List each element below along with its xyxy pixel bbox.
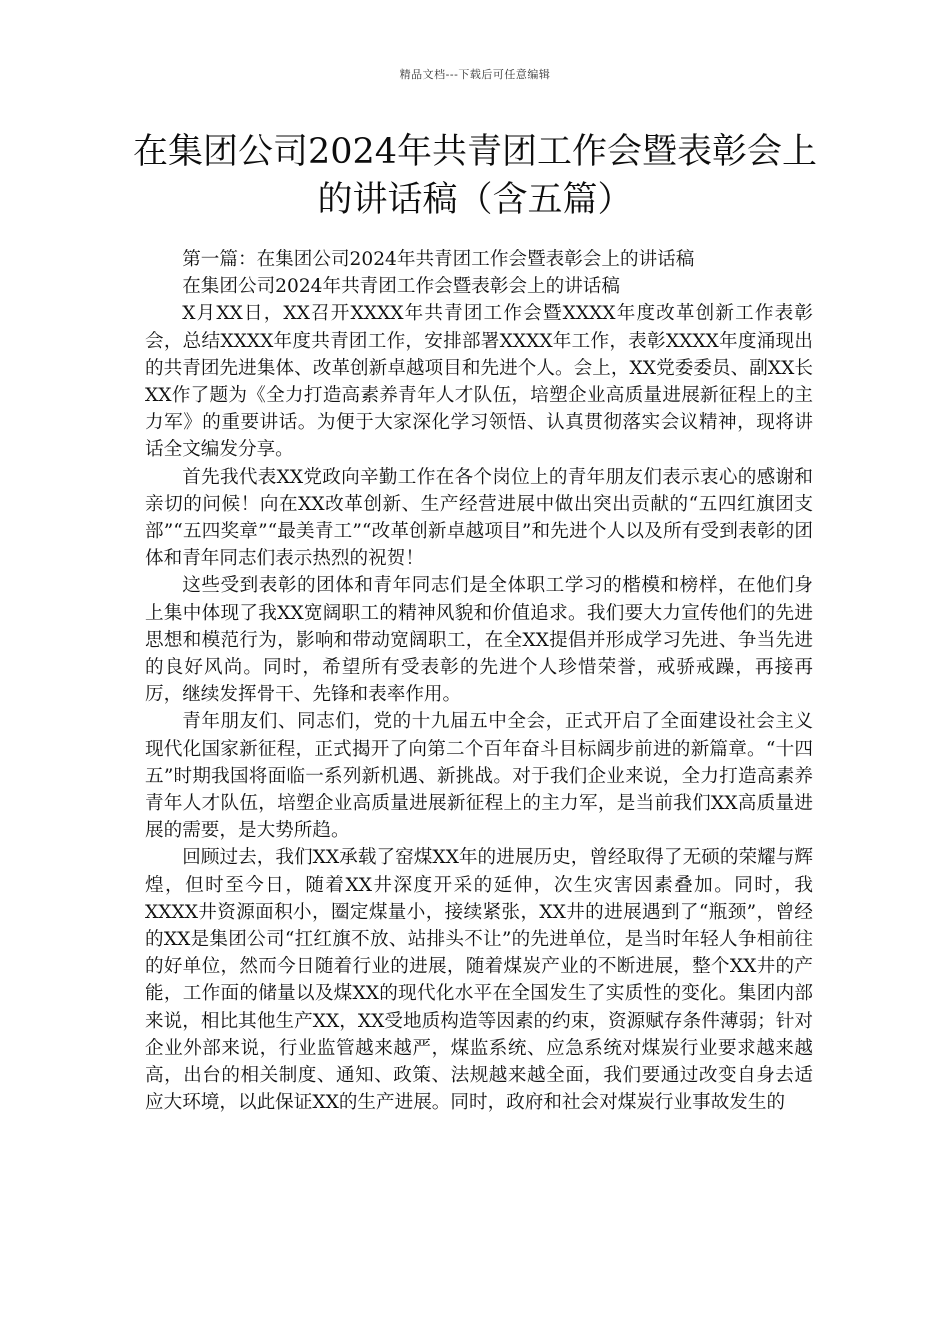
page-header-note: 精品文档---下载后可任意编辑 <box>399 68 551 81</box>
document-body <box>145 246 813 1117</box>
body-paragraph: 回顾过去，我们XX承载了窑煤XX年的进展历史，曾经取得了无硕的荣耀与辉煌，但时至今日，随着XX井深度开采的延伸，次生灾害因素叠加。同时，我XXXX井资源面积小，圈定煤量小，接续紧张，XX井的进展遇到了“瓶颈”，曾经的XX是集团公司“扛红旗不放、站排头不让”的先进单位，是当时年轻人争相前往的好单位，然而今日随着行业的进展，随着煤炭产业的不断进展，整个XX井的产能，工作面的储量以及煤XX的现代化水平在全国发生了实质性的变化。集团内部来说，相比其他生产XX，XX受地质构造等因素的约束，资源赋存条件薄弱；针对企业外部来说，行业监管越来越严，煤监系统、应急系统对煤炭行业要求越来越高，出台的相关制度、通知、政策、法规越来越全面，我们要通过改变自身去适应大环境，以此保证XX的生产进展。同时，政府和社会对煤炭行业事故发生的 <box>145 847 813 1114</box>
body-paragraph: 青年朋友们、同志们，党的十九届五中全会，正式开启了全面建设社会主义现代化国家新征程，正式揭开了向第二个百年奋斗目标阔步前进的新篇章。“十四五”时期我国将面临一系列新机遇、新挑战。对于我们企业来说，全力打造高素养青年人才队伍，培塑企业高质量进展新征程上的主力军，是当前我们XX高质量进展的需要，是大势所趋。 <box>145 711 813 842</box>
document-title: 在集团公司2024年共青团工作会暨表彰会上的讲话稿（含五篇） <box>132 132 818 220</box>
body-paragraph: 这些受到表彰的团体和青年同志们是全体职工学习的楷模和榜样，在他们身上集中体现了我XX宽阔职工的精神风貌和价值追求。我们要大力宣传他们的先进思想和模范行为，影响和带动宽阔职工，在全XX提倡并形成学习先进、争当先进的良好风尚。同时，希望所有受表彰的先进个人珍惜荣誉，戒骄戒躁，再接再厉，继续发挥骨干、先锋和表率作用。 <box>145 575 813 706</box>
body-paragraph: X月XX日，XX召开XXXX年共青团工作会暨XXXX年度改革创新工作表彰会，总结XXXX年度共青团工作，安排部署XXXX年工作，表彰XXXX年度涌现出的共青团先进集体、改革创新卓越项目和先进个人。会上，XX党委委员、副XX长XX作了题为《全力打造高素养青年人才队伍，培塑企业高质量进展新征程上的主力军》的重要讲话。为便于大家深化学习领悟、认真贯彻落实会议精神，现将讲话全文编发分享。 <box>145 303 813 461</box>
speech-title: 在集团公司2024年共青团工作会暨表彰会上的讲话稿 <box>182 276 620 298</box>
section-heading: 第一篇：在集团公司2024年共青团工作会暨表彰会上的讲话稿 <box>182 249 695 270</box>
body-paragraph: 首先我代表XX党政向辛勤工作在各个岗位上的青年朋友们表示衷心的感谢和亲切的问候！向在XX改革创新、生产经营进展中做出突出贡献的“五四红旗团支部”“五四奖章”“最美青工”“改革创新卓越项目”和先进个人以及所有受到表彰的团体和青年同志们表示热烈的祝贺！ <box>145 466 813 570</box>
